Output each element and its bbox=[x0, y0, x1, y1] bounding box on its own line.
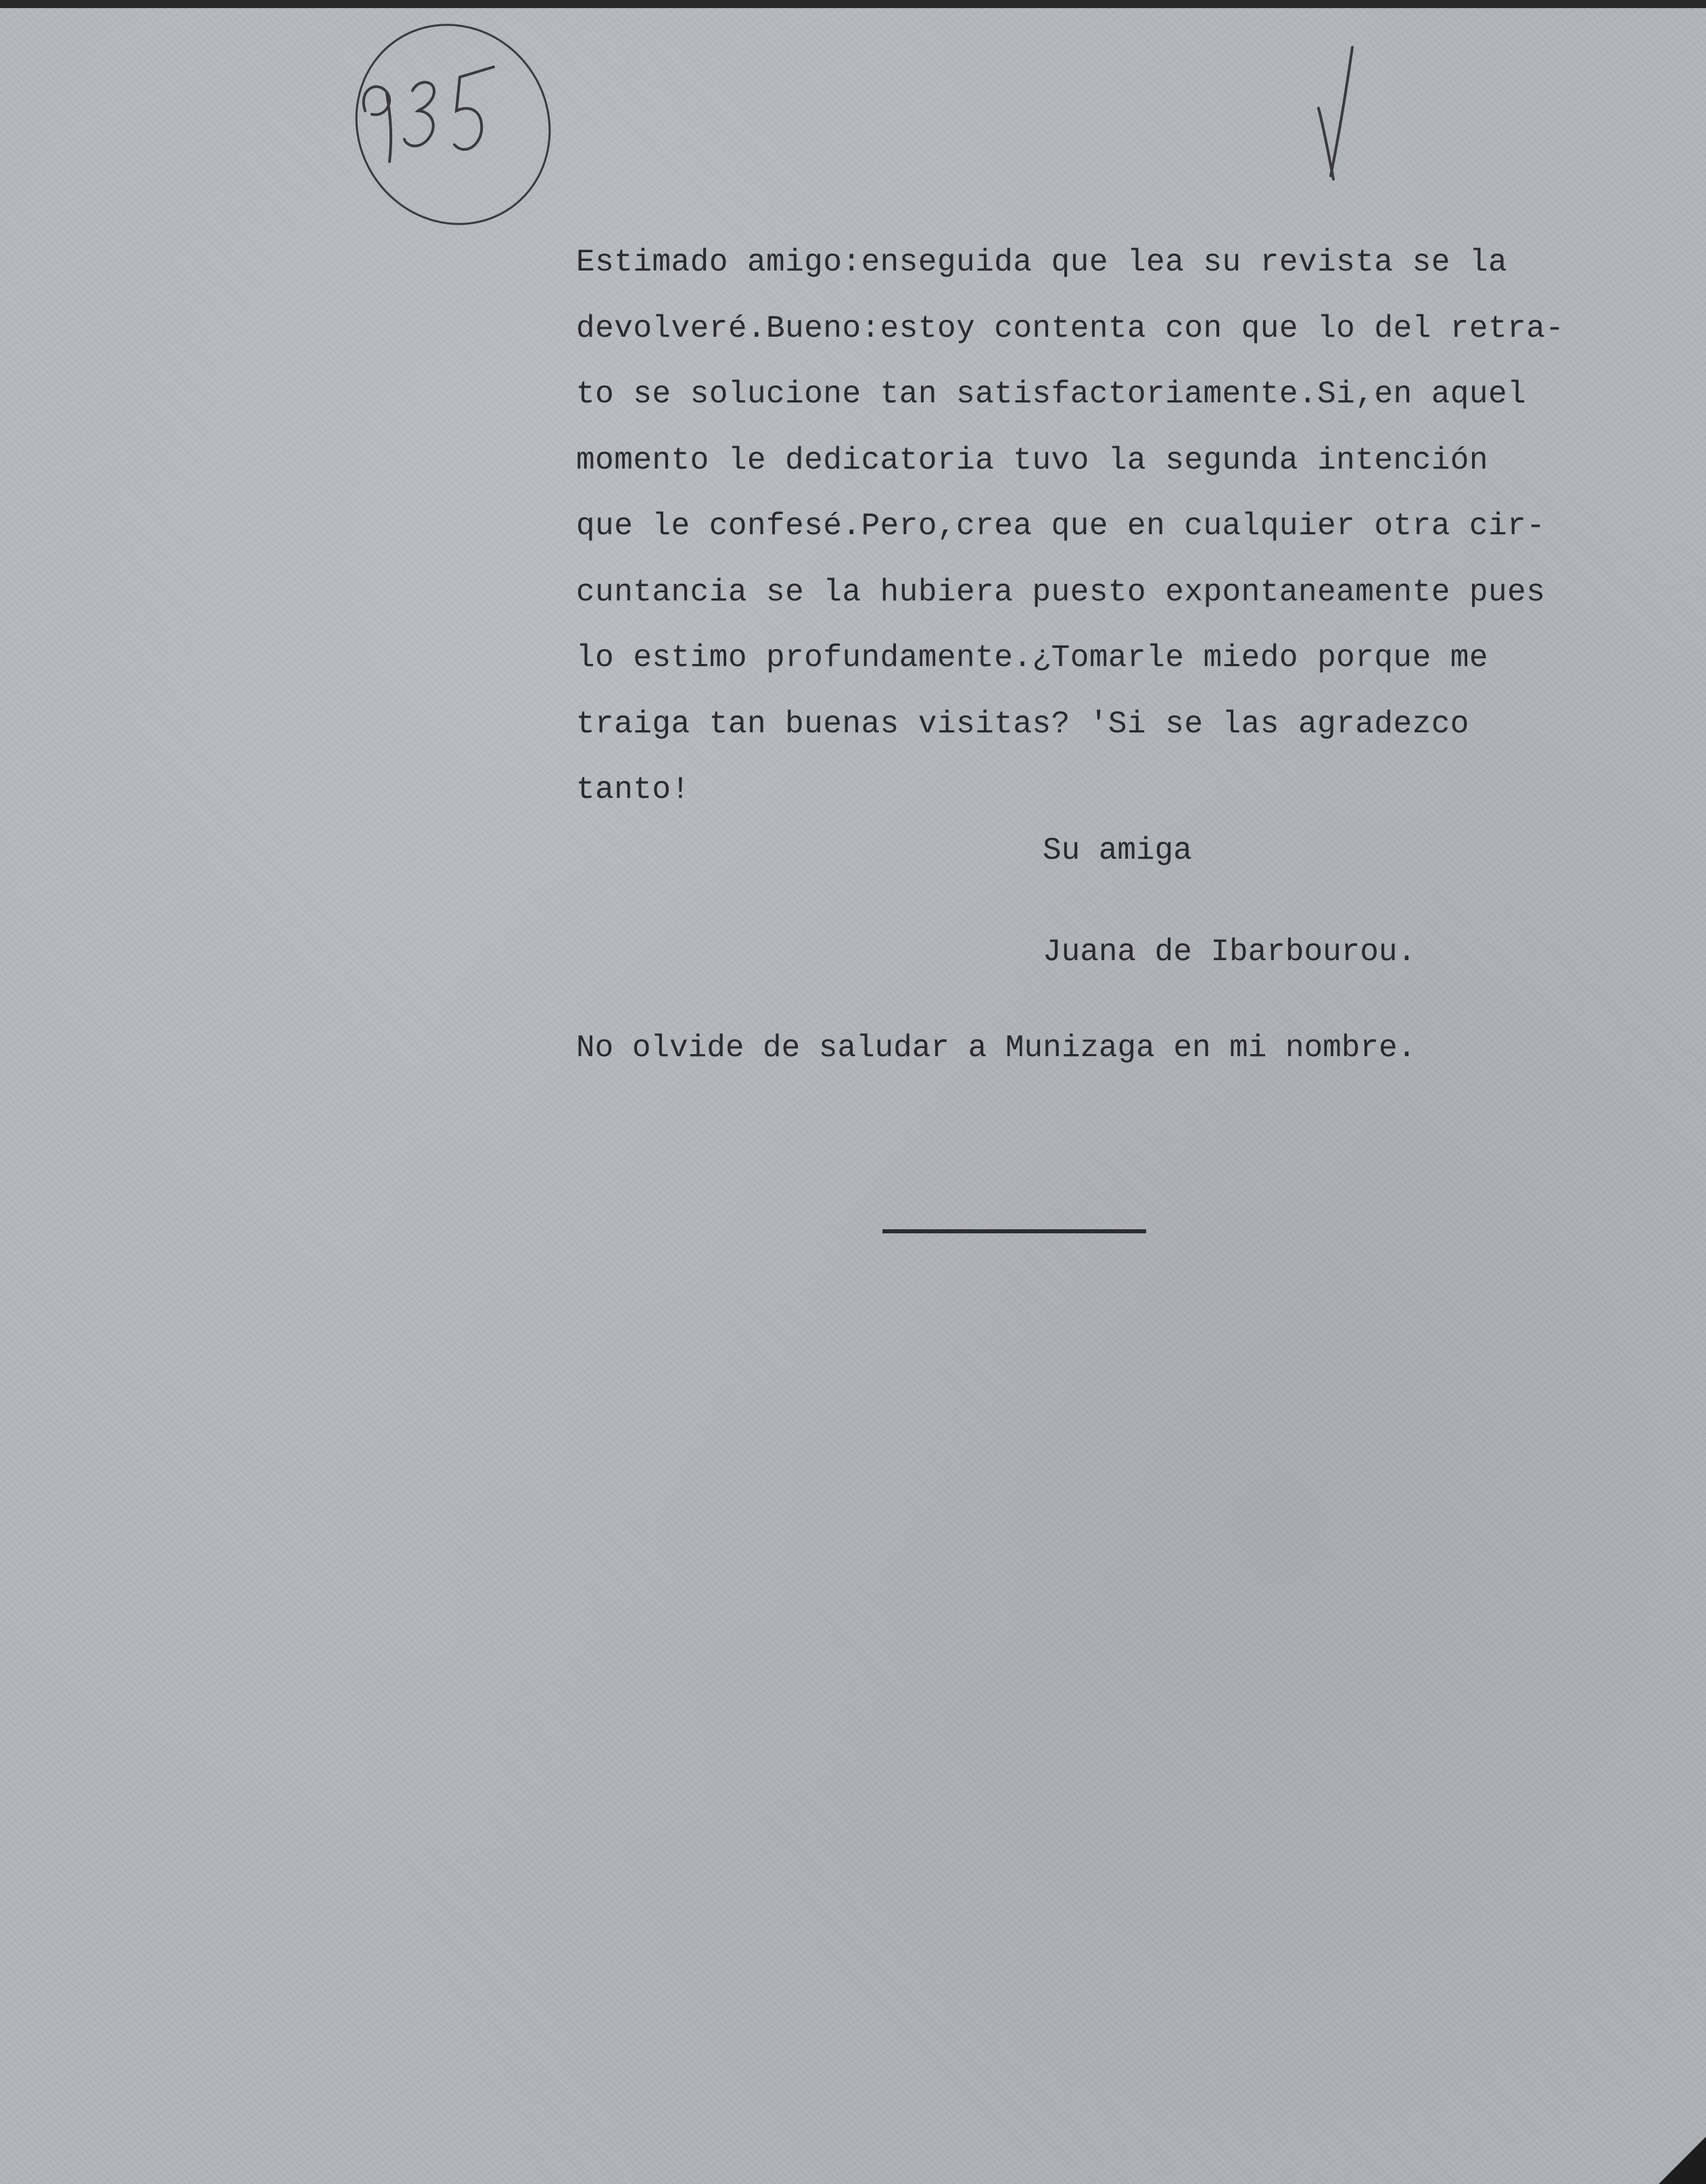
letter-line: traiga tan buenas visitas? 'Si se las agradezco bbox=[576, 706, 1469, 742]
letter-line: Estimado amigo:enseguida que lea su revista se la bbox=[576, 245, 1508, 280]
handwritten-folio-number bbox=[338, 9, 568, 239]
letter-line: lo estimo profundamente.¿Tomarle miedo porque me bbox=[576, 640, 1489, 675]
closing-rule bbox=[882, 1229, 1146, 1233]
handwritten-check-mark bbox=[1312, 41, 1366, 189]
letter-line: cuntancia se la hubiera puesto expontaneamente pues bbox=[576, 574, 1546, 610]
letter-body bbox=[576, 230, 1631, 824]
letter-line: momento le dedicatoria tuvo la segunda intención bbox=[576, 442, 1489, 478]
letter-line: devolveré.Bueno:estoy contenta con que lo del retra- bbox=[576, 310, 1565, 346]
letter-closing: Su amiga bbox=[1043, 833, 1192, 868]
letter-line: tanto! bbox=[576, 772, 690, 807]
letter-line: to se solucione tan satisfactoriamente.Si,en aquel bbox=[576, 377, 1527, 412]
scan-top-edge bbox=[0, 0, 1706, 8]
letter-line: que le confesé.Pero,crea que en cualquier otra cir- bbox=[576, 508, 1546, 544]
corner-fold bbox=[1659, 2137, 1706, 2184]
letter-signature: Juana de Ibarbourou. bbox=[1043, 934, 1417, 970]
letter-postscript: No olvide de saludar a Munizaga en mi nombre. bbox=[576, 1030, 1417, 1066]
